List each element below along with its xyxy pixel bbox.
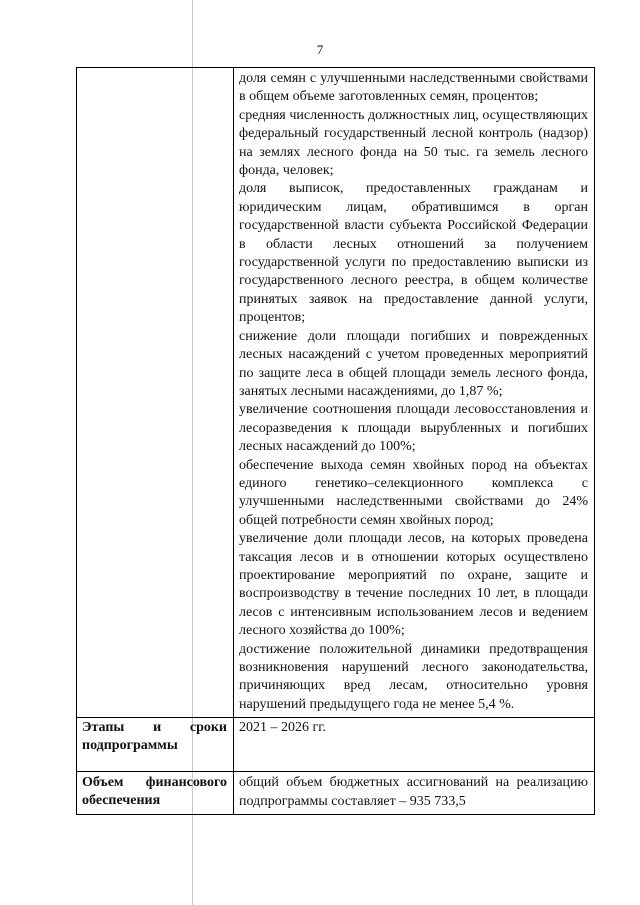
label-cell-empty	[77, 68, 234, 718]
indicator-item: обеспечение выхода семян хвойных пород на объектах единого генетико–селекционного комплекса с улучшенными наследственными свойствами до 24% общей потребности семян хвойных пород;	[239, 457, 588, 528]
indicators-cell	[234, 68, 595, 718]
table-row-finance	[77, 772, 595, 815]
subprogram-passport-table	[76, 67, 595, 815]
indicator-item: средняя численность должностных лиц, осуществляющих федеральный государственный лесной контроль (надзор) на землях лесного фонда на 50 тыс. га земель лесного фонда, человек;	[239, 107, 588, 179]
finance-label: Объем финансового обеспечения	[77, 772, 234, 815]
indicator-item: доля выписок, предоставленных гражданам и юридическим лицам, обратившимся в орган государственной власти субъекта Российской Федерации в области лесных отношений за получением государственной услуги по предоставлению выписки из государственного лесного реестра, в общем количестве принятых заявок на предоставление данной услуги, процентов;	[239, 181, 588, 326]
indicator-item: увеличение соотношения площади лесовосстановления и лесоразведения к площади вырубленных и погибших лесных насаждений до 100%;	[239, 402, 588, 455]
stages-label: Этапы и сроки подпрограммы	[77, 718, 234, 772]
table-row-indicators	[77, 68, 595, 718]
indicator-item: достижение положительной динамики предотвращения возникновения нарушений лесного законодательства, причиняющих вред лесам, относительно уровня нарушений предыдущего года не менее 5,4 %.	[239, 641, 588, 712]
indicator-item: снижение доли площади погибших и поврежденных лесных насаждений с учетом проведенных мероприятий по защите леса в общей площади земель лесного фонда, занятых лесными насаждениями, до 1,87 %;	[239, 328, 588, 399]
stages-value: 2021 – 2026 гг.	[234, 718, 595, 772]
indicator-item: доля семян с улучшенными наследственными свойствами в общем объеме заготовленных семян, процентов;	[239, 71, 588, 105]
table-row-stages	[77, 718, 595, 772]
page-number: 7	[316, 42, 324, 57]
finance-value: общий объем бюджетных ассигнований на реализацию подпрограммы составляет – 935 733,5	[234, 772, 595, 815]
indicator-item: увеличение доли площади лесов, на которых проведена таксация лесов и в отношении которых осуществлено проектирование мероприятий по охране, защите и воспроизводству в течение последних 10 лет, в площади лесов с интенсивным использованием лесов и ведением лесного хозяйства до 100%;	[239, 531, 588, 639]
